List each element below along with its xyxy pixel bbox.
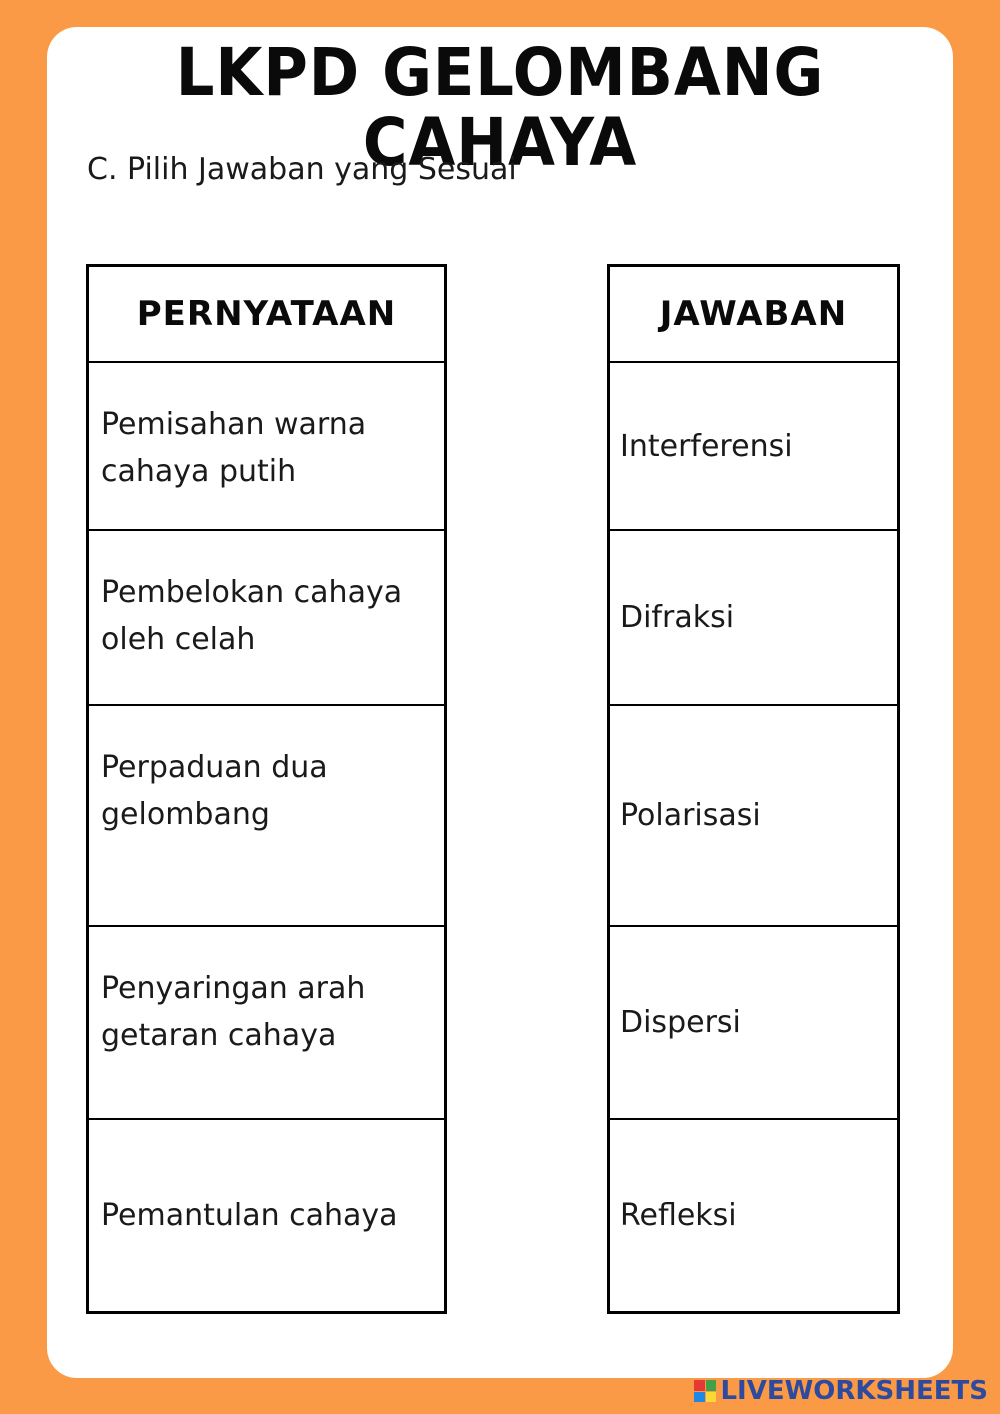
statement-row[interactable]: Pemisahan warna cahaya putih: [89, 361, 444, 529]
answer-row[interactable]: Difraksi: [610, 529, 897, 704]
section-instruction: C. Pilih Jawaban yang Sesuai: [87, 152, 517, 187]
answers-table: [607, 264, 900, 1314]
statements-header: PERNYATAAN: [136, 294, 397, 334]
statement-row[interactable]: Perpaduan dua gelombang: [89, 704, 444, 925]
answer-row[interactable]: Refleksi: [610, 1118, 897, 1311]
answers-header: JAWABAN: [659, 294, 848, 334]
liveworksheets-watermark[interactable]: [694, 1376, 988, 1406]
answer-row[interactable]: Interferensi: [610, 361, 897, 529]
statement-row[interactable]: Pemantulan cahaya: [89, 1118, 444, 1311]
statements-table: [86, 264, 447, 1314]
answer-row[interactable]: Dispersi: [610, 925, 897, 1118]
watermark-text: LIVEWORKSHEETS: [720, 1376, 988, 1406]
liveworksheets-logo-icon: [694, 1380, 716, 1402]
page-title: LKPD GELOMBANG CAHAYA: [175, 34, 825, 181]
answer-row[interactable]: Polarisasi: [610, 704, 897, 925]
statement-row[interactable]: Penyaringan arah getaran cahaya: [89, 925, 444, 1118]
statement-row[interactable]: Pembelokan cahaya oleh celah: [89, 529, 444, 704]
